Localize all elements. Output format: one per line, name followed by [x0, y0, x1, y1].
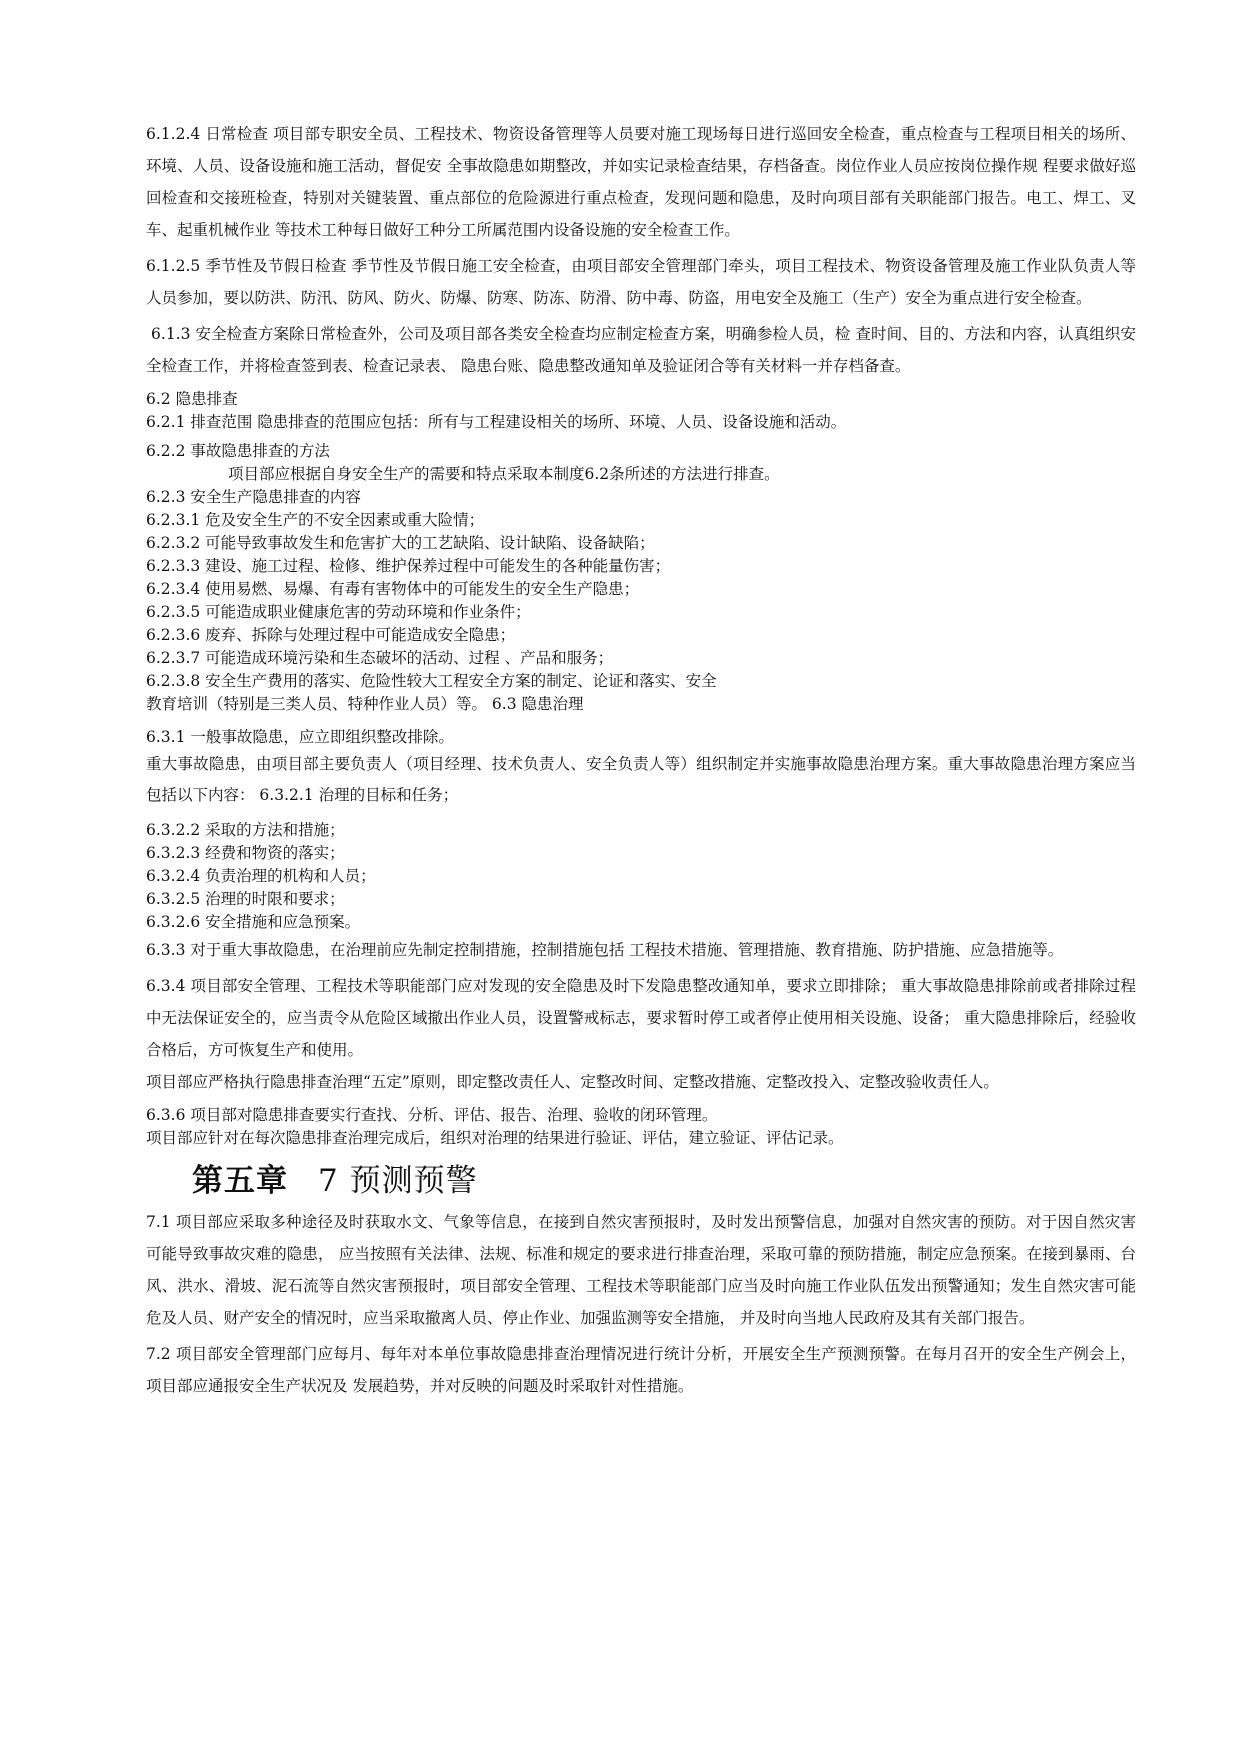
chapter-title: 7 预测预警 — [318, 1163, 478, 1199]
document-page — [146, 118, 1136, 1402]
item-6-3-6: 6.3.6 项目部对隐患排查要实行查找、分析、评估、报告、治理、验收的闭环管理。 — [146, 1106, 718, 1124]
paragraph-five-rules: 项目部应严格执行隐患排查治理“五定”原则，即定整改责任人、定整改时间、定整改措施、定整改投入、定整改验收责任人。 — [146, 1073, 999, 1091]
item-6-3-2-4: 6.3.2.4 负责治理的机构和人员； — [146, 867, 376, 885]
section-heading-6-2: 6.2 隐患排查 — [146, 390, 238, 408]
item-6-2-3-5: 6.2.3.5 可能造成职业健康危害的劳动环境和作业条件； — [146, 603, 531, 621]
item-6-2-3-2: 6.2.3.2 可能导致事故发生和危害扩大的工艺缺陷、设计缺陷、设备缺陷； — [146, 534, 655, 552]
item-6-2-3-8: 6.2.3.8 安全生产费用的落实、危险性较大工程安全方案的制定、论证和落实、安全 — [146, 672, 717, 690]
paragraph-major-hazard: 重大事故隐患，由项目部主要负责人（项目经理、技术负责人、安全负责人等）组织制定并实施事故隐患治理方案。重大事故隐患治理方案应当包括以下内容： 6.3.2.1 治理的目标和任务； — [146, 755, 1136, 804]
chapter-label: 第五章 — [192, 1163, 288, 1199]
chapter-heading — [192, 1160, 1136, 1202]
item-6-2-3-1: 6.2.3.1 危及安全生产的不安全因素或重大险情； — [146, 511, 485, 529]
item-6-2-3-8-cont: 教育培训（特别是三类人员、特种作业人员）等。 6.3 隐患治理 — [146, 695, 584, 713]
item-6-2-2: 6.2.2 事故隐患排查的方法 — [146, 442, 330, 460]
item-6-2-2-body: 项目部应根据自身安全生产的需要和特点采取本制度6.2条所述的方法进行排查。 — [228, 465, 780, 483]
item-6-2-3: 6.2.3 安全生产隐患排查的内容 — [146, 488, 361, 506]
paragraph-6-1-2-4: 6.1.2.4 日常检查 项目部专职安全员、工程技术、物资设备管理等人员要对施工现场每日进行巡回安全检查，重点检查与工程项目相关的场所、环境、人员、设备设施和施工活动，督促安 全事故隐患如期整改，并如实记录检查结果，存档备查。岗位作业人员应按岗位操作规 程要求做好巡回检查和交接班检查，特别对关键装置、重点部位的危险源进行重点检查，发现问题和隐患，及时向项目部有关职能部门报告。电工、焊工、叉车、起重机械作业 等技术工种每日做好工种分工所属范围内设备设施的安全检查工作。 — [146, 125, 1136, 239]
item-6-2-3-4: 6.2.3.4 使用易燃、易爆、有毒有害物体中的可能发生的安全生产隐患； — [146, 580, 640, 598]
item-6-3-2-3: 6.3.2.3 经费和物资的落实； — [146, 844, 345, 862]
item-6-3-2-2: 6.3.2.2 采取的方法和措施； — [146, 821, 345, 839]
item-6-2-3-3: 6.2.3.3 建设、施工过程、检修、维护保养过程中可能发生的各种能量伤害； — [146, 557, 671, 575]
item-6-2-3-6: 6.2.3.6 废弃、拆除与处理过程中可能造成安全隐患； — [146, 626, 516, 644]
item-6-3-2-5: 6.3.2.5 治理的时限和要求； — [146, 890, 345, 908]
item-6-2-1: 6.2.1 排查范围 隐患排查的范围应包括：所有与工程建设相关的场所、环境、人员、设备设施和活动。 — [146, 413, 847, 431]
item-6-3-1: 6.3.1 一般事故隐患，应立即组织整改排除。 — [146, 728, 454, 746]
paragraph-6-3-4: 6.3.4 项目部安全管理、工程技术等职能部门应对发现的安全隐患及时下发隐患整改通知单，要求立即排除； 重大事故隐患排除前或者排除过程中无法保证安全的，应当责令从危险区域撤出作业人员，设置警戒标志，要求暂时停工或者停止使用相关设施、设备； 重大隐患排除后，经验收合格后，方可恢复生产和使用。 — [146, 977, 1136, 1059]
paragraph-6-3-3: 6.3.3 对于重大事故隐患，在治理前应先制定控制措施，控制措施包括 工程技术措施、管理措施、教育措施、防护措施、应急措施等。 — [146, 941, 1064, 959]
paragraph-6-1-3: 6.1.3 安全检查方案除日常检查外，公司及项目部各类安全检查均应制定检查方案，明确参检人员，检 查时间、目的、方法和内容，认真组织安全检查工作，并将检查签到表、检查记录表、 隐患台账、隐患整改通知单及验证闭合等有关材料一并存档备查。 — [146, 325, 1136, 375]
paragraph-7-1: 7.1 项目部应采取多种途径及时获取水文、气象等信息，在接到自然灾害预报时，及时发出预警信息，加强对自然灾害的预防。对于因自然灾害可能导致事故灾难的隐患， 应当按照有关法律、法规、标准和规定的要求进行排查治理，采取可靠的预防措施，制定应急预案。在接到暴雨、台风、洪水、滑坡、泥石流等自然灾害预报时，项目部安全管理、工程技术等职能部门应当及时向施工作业队伍发出预警通知；发生自然灾害可能危及人员、财产安全的情况时，应当采取撤离人员、停止作业、加强监测等安全措施， 并及时向当地人民政府及其有关部门报告。 — [146, 1213, 1136, 1327]
paragraph-7-2: 7.2 项目部安全管理部门应每月、每年对本单位事故隐患排查治理情况进行统计分析，开展安全生产预测预警。在每月召开的安全生产例会上，项目部应通报安全生产状况及 发展趋势，并对反映的问题及时采取针对性措施。 — [146, 1345, 1136, 1395]
item-6-3-2-6: 6.3.2.6 安全措施和应急预案。 — [146, 913, 361, 931]
paragraph-6-1-2-5: 6.1.2.5 季节性及节假日检查 季节性及节假日施工安全检查，由项目部安全管理部门牵头，项目工程技术、物资设备管理及施工作业队负责人等人员参加，要以防洪、防汛、防风、防火、防爆、防寒、防冻、防滑、防中毒、防盗，用电安全及施工（生产）安全为重点进行安全检查。 — [146, 257, 1136, 307]
item-6-2-3-7: 6.2.3.7 可能造成环境污染和生态破坏的活动、过程 、产品和服务； — [146, 649, 614, 667]
paragraph-verification: 项目部应针对在每次隐患排查治理完成后，组织对治理的结果进行验证、评估，建立验证、评估记录。 — [146, 1129, 844, 1147]
